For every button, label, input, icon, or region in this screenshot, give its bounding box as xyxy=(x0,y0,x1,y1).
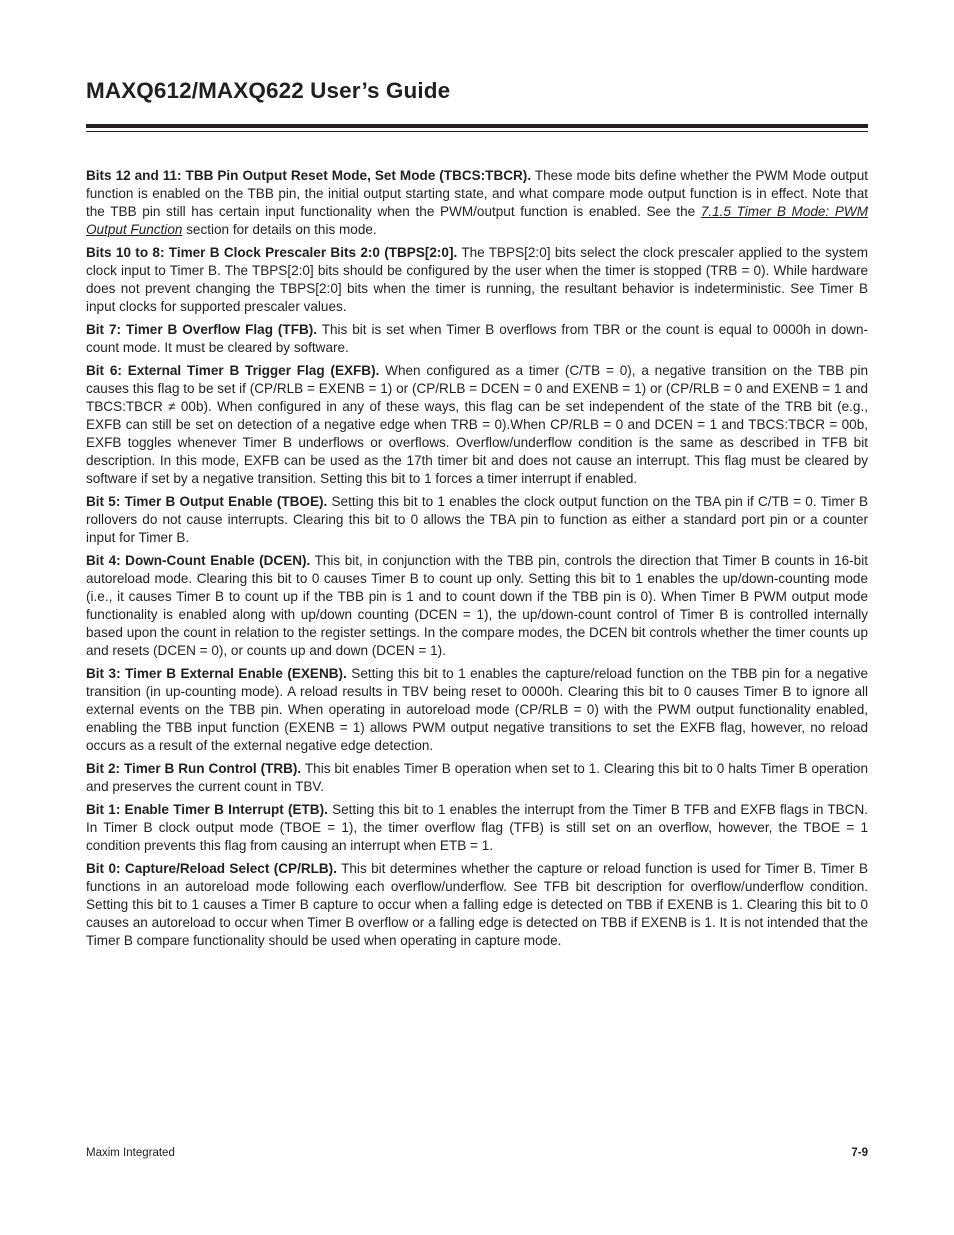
paragraph-text: This bit enables Timer B operation when set to 1. Clearing this bit to 0 halts Timer B operation and preserves the current count in TBV. xyxy=(86,761,868,795)
paragraph-trb xyxy=(86,760,868,796)
paragraph-heading: Bits 10 to 8: Timer B Clock Prescaler Bits 2:0 (TBPS[2:0]. xyxy=(86,244,458,260)
section-link-pwm-output[interactable]: 7.1.5 Timer B Mode: PWM Output Function xyxy=(86,204,868,238)
paragraph-exenb xyxy=(86,665,868,755)
footer-company: Maxim Integrated xyxy=(86,1147,175,1159)
paragraph-exfb xyxy=(86,362,868,489)
paragraph-text: Setting this bit to 1 enables the clock output function on the TBA pin if C/TB = 0. Timer B rollovers do not cause interrupts. Clearing this bit to 0 allows the TBA pin to function as either a standard port pin or a counter input for Timer B. xyxy=(86,493,868,546)
paragraph-heading: Bit 7: Timer B Overflow Flag (TFB). xyxy=(86,321,318,337)
paragraph-heading: Bit 0: Capture/Reload Select (CP/RLB). xyxy=(86,860,337,876)
paragraph-heading: Bit 4: Down-Count Enable (DCEN). xyxy=(86,552,311,568)
paragraph-text: When configured as a timer (C/TB = 0), a negative transition on the TBB pin causes this flag to be set if (CP/RLB = EXENB = 1) or (CP/RLB = DCEN = 0 and EXENB = 1) or (CP/RLB = 0 and EXENB = 1 and TBCS:TBCR ≠ 00b). When configured in any of these ways, this flag can be set independent of the state of the TRB bit (e.g., EXFB can still be set on detection of a negative edge when TRB = 0).When CP/RLB = 0 and DCEN = 1 and TBCS:TBCR = 00b, EXFB toggles whenever Timer B underflows or overflows. Overflow/underflow condition is the same as described in TFB bit description. In this mode, EXFB can be used as the 17th timer bit and does not cause an interrupt. This flag must be cleared by software if set by a negative transition. Setting this bit to 1 forces a timer interrupt if enabled. xyxy=(86,362,868,487)
footer-page-number: 7-9 xyxy=(851,1147,868,1159)
paragraph-heading: Bit 1: Enable Timer B Interrupt (ETB). xyxy=(86,801,328,817)
page-title: MAXQ612/MAXQ622 User’s Guide xyxy=(86,78,451,103)
paragraph-text: This bit is set when Timer B overflows from TBR or the count is equal to 0000h in down-count mode. It must be cleared by software. xyxy=(86,321,869,356)
paragraph-cp-rlb xyxy=(86,860,868,950)
paragraph-text: These mode bits define whether the PWM Mode output function is enabled on the TBB pin, the initial output starting state, and what compare mode output function is in effect. Note that the TBB pin still has certain input functionality when the PWM/output function is enabled. See the xyxy=(86,168,869,220)
header-rule-thin xyxy=(86,131,868,132)
paragraph-heading: Bit 5: Timer B Output Enable (TBOE). xyxy=(86,493,328,509)
header-rule-thick xyxy=(86,124,868,128)
paragraph-tboe xyxy=(86,493,868,547)
paragraph-heading: Bits 12 and 11: TBB Pin Output Reset Mode, Set Mode (TBCS:TBCR). xyxy=(86,168,532,183)
paragraph-text: This bit determines whether the capture or reload function is used for Timer B. Timer B functions in an autoreload mode following each overflow/underflow. See TFB bit description for overflow/underflow condition. Setting this bit to 1 causes a Timer B capture to occur when a falling edge is detected on TBB if EXENB is 1. Clearing this bit to 0 causes an autoreload to occur when Timer B overflow or a falling edge is detected on TBB if EXENB is 1. It is not intended that the Timer B compare functionality should be used when operating in capture mode. xyxy=(86,860,868,949)
paragraph-text: Setting this bit to 1 enables the interrupt from the Timer B TFB and EXFB flags in TBCN. In Timer B clock output mode (TBOE = 1), the timer overflow flag (TFB) is still set on an overflow, however, the TBOE = 1 condition prevents this flag from causing an interrupt when ETB = 1. xyxy=(86,801,868,854)
page-content xyxy=(86,167,868,955)
paragraph-heading: Bit 2: Timer B Run Control (TRB). xyxy=(86,761,302,777)
paragraph-tbcs-tbcr xyxy=(86,167,868,239)
paragraph-etb xyxy=(86,801,868,855)
paragraph-dcen xyxy=(86,552,868,661)
paragraph-heading: Bit 3: Timer B External Enable (EXENB). xyxy=(86,666,347,681)
paragraph-text-after: section for details on this mode. xyxy=(182,222,377,238)
paragraph-tfb xyxy=(86,321,868,357)
paragraph-heading: Bit 6: External Timer B Trigger Flag (EXFB). xyxy=(86,362,380,378)
paragraph-text: The TBPS[2:0] bits select the clock prescaler applied to the system clock input to Timer B. The TBPS[2:0] bits should be configured by the user when the timer is stopped (TRB = 0). While hardware does not prevent changing the TBPS[2:0] bits when the timer is running, the resultant behavior is indeterministic. See Timer B input clocks for supported prescaler values. xyxy=(86,244,869,315)
paragraph-text: This bit, in conjunction with the TBB pin, controls the direction that Timer B counts in 16-bit autoreload mode. Clearing this bit to 0 causes Timer B to count up only. Setting this bit to 1 enables the up/down-counting mode (i.e., it causes Timer B to count up if the TBB pin is 1 and to count down if the TBB pin is 0). When Timer B PWM output mode functionality is enabled along with up/down counting (DCEN = 1), the up/down-count control of Timer B is controlled internally based upon the count in relation to the register settings. In the compare modes, the DCEN bit controls whether the timer counts up and resets (DCEN = 0), or counts up and down (DCEN = 1). xyxy=(86,552,868,659)
paragraph-tbps xyxy=(86,244,868,316)
paragraph-text: Setting this bit to 1 enables the capture/reload function on the TBB pin for a negative transition (in up-counting mode). A reload results in TBV being reset to 0000h. Clearing this bit to 0 causes Timer B to ignore all external events on the TBB pin. When operating in autoreload mode (CP/RLB = 0) with the PWM output functionality enabled, enabling the TBB input function (EXENB = 1) allows PWM output negative transitions to set the EXFB flag, however, no reload occurs as a result of the external negative edge detection. xyxy=(86,666,868,754)
